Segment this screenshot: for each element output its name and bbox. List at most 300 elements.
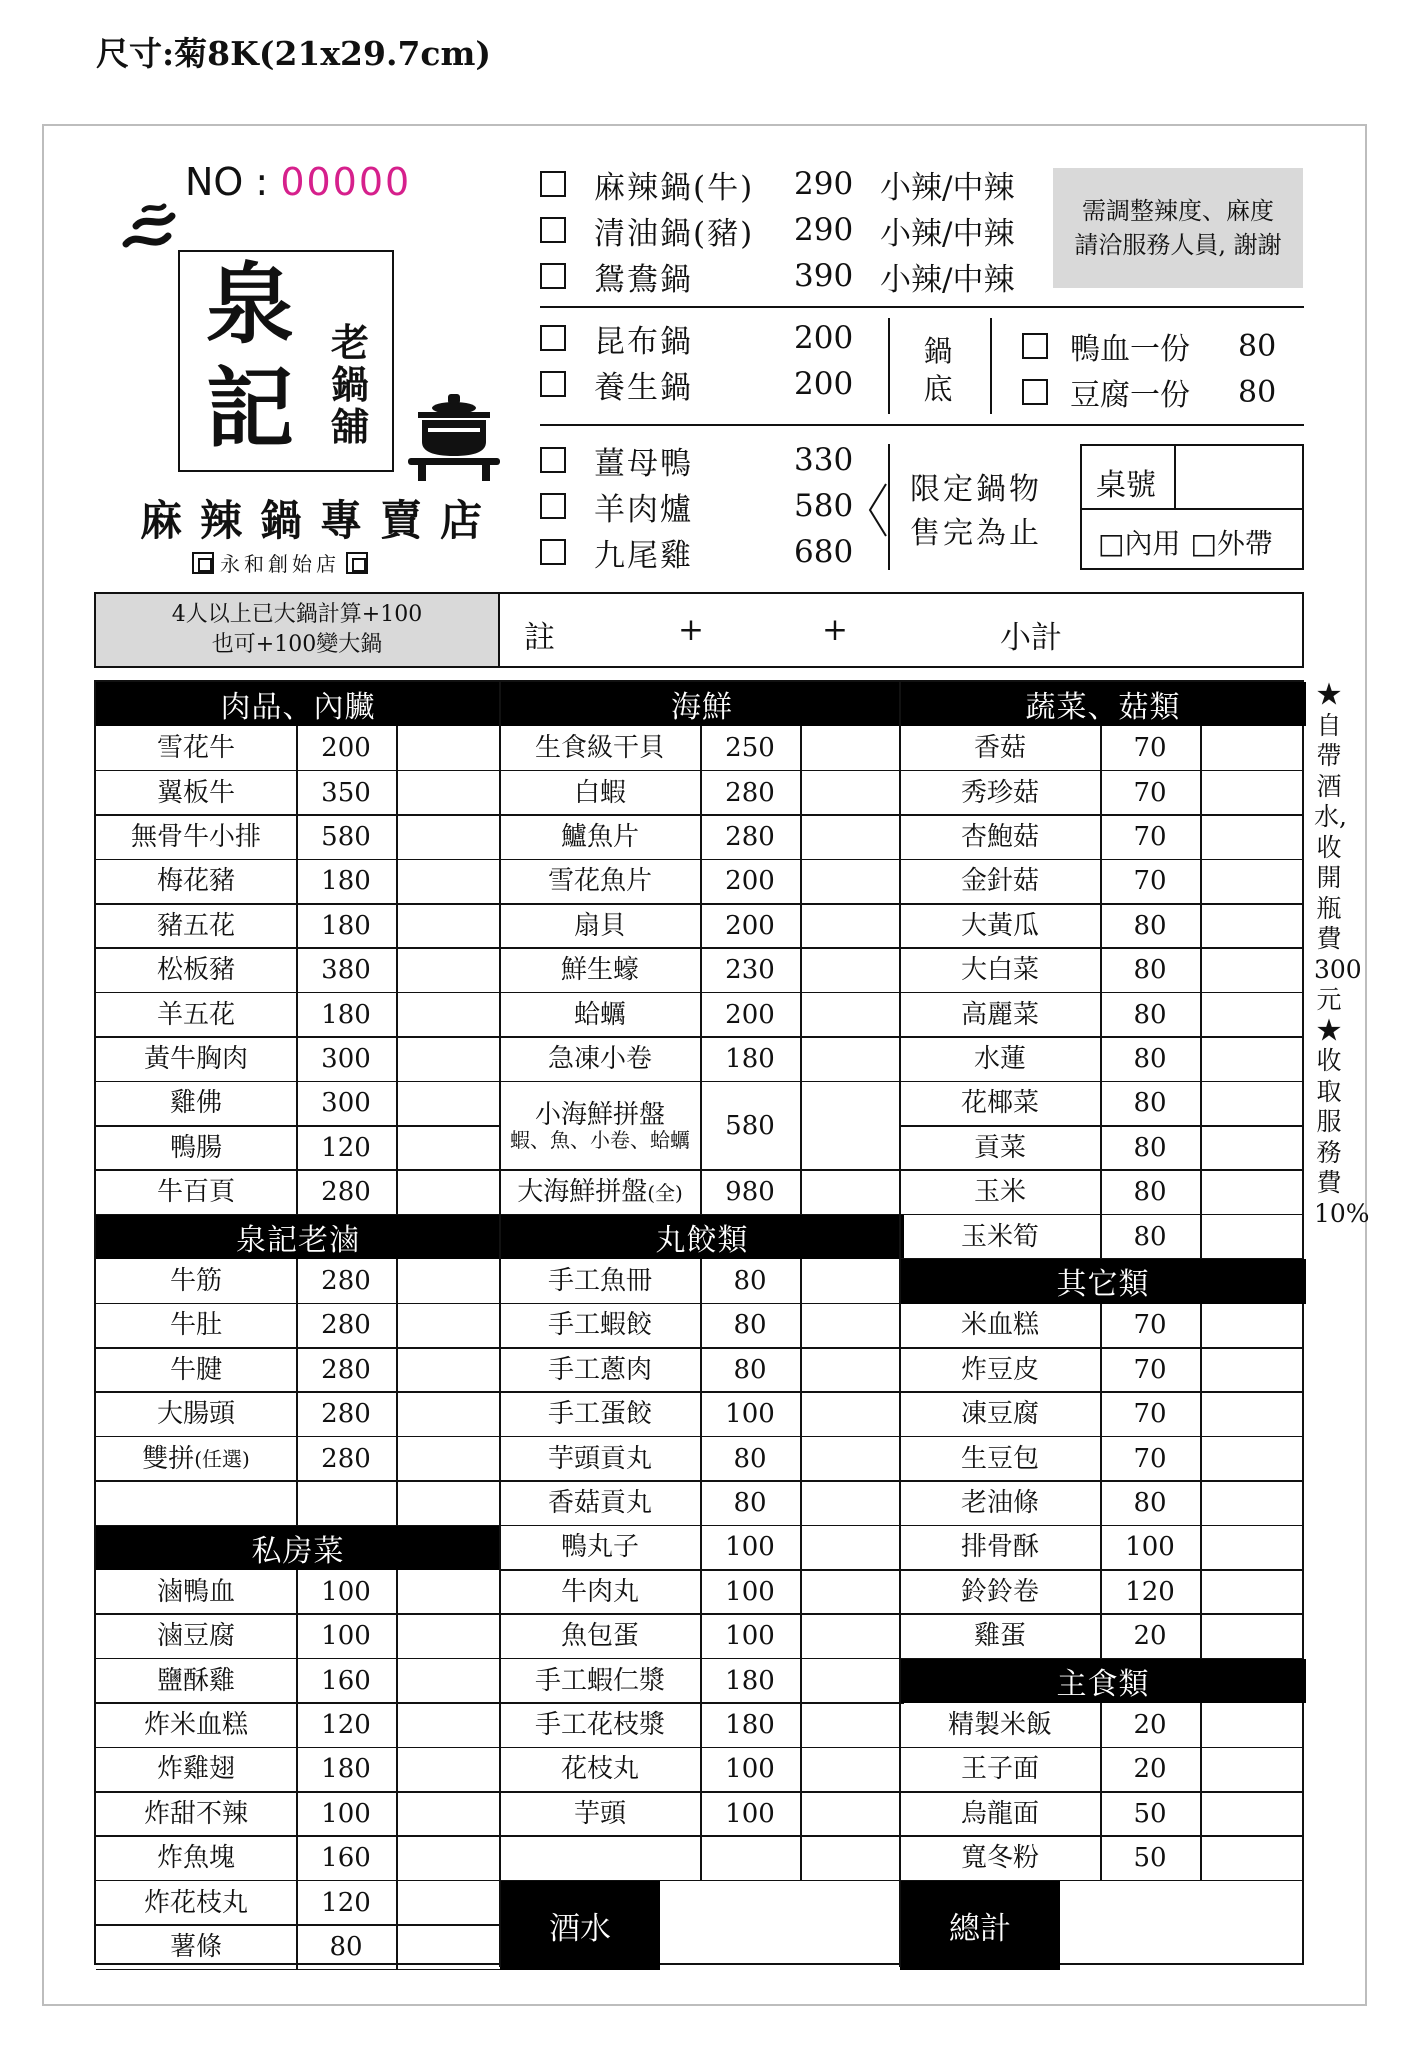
grid-line — [396, 1126, 398, 1170]
grid-line — [1200, 1304, 1202, 1348]
menu-item-name: 秀珍菇 — [960, 777, 1039, 808]
menu-item-note: (任選) — [194, 1446, 250, 1471]
quantity-cell[interactable] — [1200, 1703, 1302, 1747]
grid-line — [1100, 948, 1102, 992]
menu-item-price — [700, 1836, 800, 1880]
pot-checkbox[interactable] — [540, 171, 566, 197]
service-note: ★自帶酒水,收開瓶費300元★收取服務費10% — [1314, 680, 1370, 1228]
plus-sign: + — [822, 612, 848, 648]
quantity-cell[interactable] — [800, 1526, 900, 1570]
menu-item-name: 手工蔥肉 — [547, 1354, 652, 1385]
pot-spice: 小辣/中辣 — [880, 261, 1015, 298]
grid-line — [396, 1392, 398, 1436]
grid-line — [296, 993, 298, 1037]
pot-option[interactable] — [540, 364, 880, 404]
quantity-cell[interactable] — [1200, 1215, 1302, 1259]
pot-checkbox[interactable] — [540, 325, 566, 351]
grid-line — [1100, 1526, 1102, 1570]
grid-line — [1200, 726, 1202, 770]
pot-base-label — [920, 332, 956, 408]
grid-line — [1100, 1348, 1102, 1392]
total-amount-cell[interactable] — [1060, 1881, 1306, 1970]
quantity-cell[interactable] — [800, 1659, 900, 1703]
menu-item-name: 松板豬 — [156, 955, 235, 986]
menu-item-price: 80 — [733, 1488, 767, 1519]
menu-item-name: 手工蛋餃 — [547, 1399, 652, 1430]
size-note: 尺寸:菊8K(21x29.7cm) — [96, 34, 492, 73]
quantity-cell[interactable] — [1200, 1526, 1302, 1570]
grid-line — [296, 1437, 298, 1481]
quantity-cell[interactable] — [800, 948, 900, 992]
menu-item-price: 80 — [1133, 955, 1167, 986]
quantity-cell[interactable] — [800, 771, 900, 815]
menu-item-price: 280 — [321, 1266, 371, 1297]
menu-item-name: 香菇貢丸 — [547, 1488, 652, 1519]
quantity-cell[interactable] — [1200, 1614, 1302, 1658]
quantity-cell[interactable] — [800, 1481, 900, 1525]
quantity-cell[interactable] — [1200, 771, 1302, 815]
quantity-cell[interactable] — [396, 1126, 500, 1170]
table-number-box[interactable] — [1080, 444, 1304, 570]
menu-item-name: 王子面 — [960, 1754, 1039, 1785]
grid-line — [1200, 1526, 1202, 1570]
grid-line — [700, 1304, 702, 1348]
menu-item-price: 280 — [321, 1310, 371, 1341]
menu-item-price: 80 — [733, 1443, 767, 1474]
menu-item-price: 80 — [1133, 999, 1167, 1030]
hotpot-icon — [404, 394, 504, 482]
menu-item-name: 炸米血糕 — [143, 1710, 248, 1741]
quantity-cell[interactable] — [396, 1304, 500, 1348]
pot-checkbox[interactable] — [540, 447, 566, 473]
grid-line — [800, 1836, 802, 1880]
pot-spice: 小辣/中辣 — [880, 215, 1015, 252]
quantity-cell[interactable] — [396, 1659, 500, 1703]
grid-line — [800, 1703, 802, 1747]
menu-item-price: 200 — [725, 910, 775, 941]
menu-item-price — [296, 1481, 396, 1525]
grid-line — [800, 904, 802, 948]
pot-checkbox[interactable] — [540, 263, 566, 289]
grid-line — [296, 815, 298, 859]
grid-line — [1100, 1614, 1102, 1658]
quantity-cell[interactable] — [800, 1304, 900, 1348]
menu-item-price: 160 — [321, 1843, 371, 1874]
quantity-cell[interactable] — [1200, 815, 1302, 859]
grid-line — [700, 815, 702, 859]
quantity-cell[interactable] — [1200, 860, 1302, 904]
grid-line — [700, 1037, 702, 1081]
quantity-cell[interactable] — [800, 860, 900, 904]
menu-item-name: 鱸魚片 — [560, 822, 639, 853]
grid-line — [700, 1703, 702, 1747]
menu-item-price: 280 — [321, 1399, 371, 1430]
grid-line — [396, 993, 398, 1037]
grid-line — [1100, 993, 1102, 1037]
grid-line — [700, 860, 702, 904]
menu-item-price: 50 — [1133, 1798, 1167, 1829]
quantity-cell[interactable] — [396, 1348, 500, 1392]
grid-line — [396, 1170, 398, 1214]
menu-item-price: 120 — [321, 1710, 371, 1741]
grid-line — [1200, 948, 1202, 992]
quantity-cell[interactable] — [800, 1259, 900, 1303]
grid-line — [1100, 815, 1102, 859]
quantity-cell[interactable] — [800, 1614, 900, 1658]
quantity-cell[interactable] — [800, 1703, 900, 1747]
grid-line — [700, 1614, 702, 1658]
quantity-cell[interactable] — [800, 1082, 900, 1171]
grid-line — [1100, 1215, 1102, 1259]
subtotal-bar — [94, 592, 1304, 668]
quantity-cell[interactable] — [1200, 1304, 1302, 1348]
drinks-amount-cell[interactable] — [660, 1881, 904, 1970]
menu-item-name: 雞蛋 — [973, 1621, 1026, 1652]
grid-line — [1100, 1037, 1102, 1081]
quantity-cell[interactable] — [396, 1881, 500, 1925]
quantity-cell[interactable] — [396, 1703, 500, 1747]
knot-icon — [346, 552, 368, 574]
menu-item-price: 70 — [1133, 1399, 1167, 1430]
quantity-cell[interactable] — [800, 904, 900, 948]
dine-in-option[interactable]: □內用 — [1098, 527, 1181, 560]
grid-line — [800, 948, 802, 992]
menu-item-name: 芋頭貢丸 — [547, 1443, 652, 1474]
quantity-cell[interactable] — [396, 1481, 500, 1525]
quantity-cell[interactable] — [396, 948, 500, 992]
grid-line — [396, 1881, 398, 1925]
quantity-cell[interactable] — [396, 993, 500, 1037]
grid-line — [700, 771, 702, 815]
pot-name: 鴛鴦鍋 — [594, 261, 693, 298]
menu-item-price: 80 — [1133, 1132, 1167, 1163]
quantity-cell[interactable] — [396, 1082, 500, 1126]
menu-item-name: 蛤蠣 — [573, 999, 626, 1030]
quantity-cell[interactable] — [396, 771, 500, 815]
grid-line — [700, 1748, 702, 1792]
pot-price: 290 — [794, 212, 854, 248]
grid-line — [396, 1481, 398, 1525]
quantity-cell[interactable] — [1200, 726, 1302, 770]
grid-line — [296, 1748, 298, 1792]
menu-item-name: 手工蝦仁漿 — [534, 1665, 665, 1696]
grid-line — [296, 726, 298, 770]
grid-line — [800, 1037, 802, 1081]
menu-item-price: 70 — [1133, 1310, 1167, 1341]
pot-name: 麻辣鍋(牛) — [594, 169, 755, 206]
grid-line — [296, 1792, 298, 1836]
grid-line — [1200, 1215, 1202, 1259]
quantity-cell[interactable] — [800, 1792, 900, 1836]
grid-line — [700, 1082, 702, 1171]
menu-item-price: 180 — [725, 1044, 775, 1075]
pot-option[interactable] — [540, 318, 880, 358]
pot-option[interactable] — [540, 440, 880, 480]
quantity-cell[interactable] — [1200, 1170, 1302, 1214]
menu-item-price: 100 — [321, 1621, 371, 1652]
divider — [888, 318, 890, 414]
quantity-cell[interactable] — [396, 1836, 500, 1880]
grid-line — [1200, 815, 1202, 859]
grid-line — [396, 1748, 398, 1792]
grid-line — [1200, 1703, 1202, 1747]
grid-line — [700, 948, 702, 992]
subtotal-label: 小計 — [1000, 620, 1062, 656]
menu-item-name: 老油條 — [960, 1488, 1039, 1519]
grid-line — [296, 1037, 298, 1081]
grid-line — [1200, 1348, 1202, 1392]
menu-item-price: 20 — [1133, 1710, 1167, 1741]
quantity-cell[interactable] — [800, 726, 900, 770]
menu-item-name — [500, 1082, 700, 1171]
section-header: 其它類 — [900, 1259, 1306, 1303]
quantity-cell[interactable] — [1200, 1836, 1302, 1880]
quantity-cell[interactable] — [800, 1570, 900, 1614]
grid-line — [1100, 1126, 1102, 1170]
table-number-label: 桌號 — [1096, 468, 1156, 503]
pot-spice: 小辣/中辣 — [880, 169, 1015, 206]
grid-line — [296, 1170, 298, 1214]
grid-line — [800, 1659, 802, 1703]
grid-line — [296, 1659, 298, 1703]
spice-notice-line-1: 需調整辣度、麻度 — [1082, 197, 1274, 225]
menu-item-price: 180 — [321, 999, 371, 1030]
menu-item-price: 180 — [725, 1710, 775, 1741]
quantity-cell[interactable] — [800, 1437, 900, 1481]
pot-checkbox[interactable] — [540, 493, 566, 519]
section-header: 主食類 — [900, 1659, 1306, 1703]
menu-item-name: 手工蝦餃 — [547, 1310, 652, 1341]
grid-line — [700, 1348, 702, 1392]
pot-option[interactable] — [540, 532, 880, 572]
grid-line — [296, 1082, 298, 1126]
menu-item-price: 280 — [321, 1177, 371, 1208]
pot-name: 養生鍋 — [594, 369, 693, 406]
grid-line — [396, 1703, 398, 1747]
grid-line — [296, 904, 298, 948]
grid-line — [396, 1437, 398, 1481]
grid-line — [396, 1259, 398, 1303]
quantity-cell[interactable] — [1200, 904, 1302, 948]
quantity-cell[interactable] — [1200, 993, 1302, 1037]
grid-line — [1100, 1170, 1102, 1214]
menu-item-name: 梅花豬 — [156, 866, 235, 897]
grid-line — [800, 1170, 802, 1214]
menu-item-name: 芋頭 — [573, 1798, 626, 1829]
pot-option[interactable] — [540, 256, 1014, 296]
quantity-cell[interactable] — [800, 1348, 900, 1392]
quantity-cell[interactable] — [396, 1392, 500, 1436]
side-price: 80 — [1238, 328, 1277, 364]
quantity-cell[interactable] — [396, 904, 500, 948]
menu-item-name: 排骨酥 — [960, 1532, 1039, 1563]
grid-line — [800, 1614, 802, 1658]
logo-subtitle — [328, 322, 372, 448]
quantity-cell[interactable] — [1200, 1082, 1302, 1126]
pot-option[interactable] — [540, 210, 1014, 250]
menu-item-name: 薯條 — [169, 1932, 222, 1963]
quantity-cell[interactable] — [800, 815, 900, 859]
quantity-cell[interactable] — [800, 1392, 900, 1436]
menu-item-price: 280 — [725, 777, 775, 808]
menu-item-name: 鴨丸子 — [560, 1532, 639, 1563]
section-header: 丸餃類 — [500, 1215, 904, 1259]
quantity-cell[interactable] — [396, 726, 500, 770]
take-out-option[interactable]: □外帶 — [1190, 527, 1273, 560]
grid-line — [800, 1392, 802, 1436]
grid-line — [1200, 1170, 1202, 1214]
side-option[interactable] — [1022, 372, 1276, 412]
pot-option[interactable] — [540, 164, 1014, 204]
pot-price: 680 — [794, 534, 854, 570]
grid-line — [1100, 1304, 1102, 1348]
divider — [1082, 508, 1302, 510]
menu-item-name: 水蓮 — [973, 1044, 1026, 1075]
grid-line — [296, 771, 298, 815]
menu-item-price: 300 — [321, 1088, 371, 1119]
menu-item-price: 70 — [1133, 777, 1167, 808]
quantity-cell[interactable] — [1200, 948, 1302, 992]
section-header: 私房菜 — [96, 1526, 500, 1570]
quantity-cell[interactable] — [1200, 1792, 1302, 1836]
quantity-cell[interactable] — [800, 1170, 900, 1214]
grid-line — [1200, 1614, 1202, 1658]
pot-option[interactable] — [540, 486, 880, 526]
quantity-cell[interactable] — [800, 1037, 900, 1081]
plus-sign: + — [678, 612, 704, 648]
pot-price: 200 — [794, 366, 854, 402]
menu-item-name: 豬五花 — [156, 910, 235, 941]
menu-item-price: 200 — [321, 733, 371, 764]
quantity-cell[interactable] — [396, 815, 500, 859]
quantity-cell[interactable] — [396, 860, 500, 904]
grid-line — [296, 1703, 298, 1747]
menu-item-price: 80 — [733, 1266, 767, 1297]
menu-item-price: 100 — [725, 1798, 775, 1829]
quantity-cell[interactable] — [800, 1836, 900, 1880]
grid-line — [800, 1082, 802, 1171]
side-option[interactable] — [1022, 326, 1276, 366]
quantity-cell[interactable] — [396, 1748, 500, 1792]
quantity-cell[interactable] — [396, 1925, 500, 1969]
menu-item-price: 100 — [725, 1532, 775, 1563]
grid-line — [800, 1481, 802, 1525]
pot-price: 330 — [794, 442, 854, 478]
logo-subtitle-char-1: 老 — [330, 320, 369, 365]
menu-item-price: 160 — [321, 1665, 371, 1696]
grid-line — [296, 1881, 298, 1925]
grid-line — [396, 1570, 398, 1614]
menu-item-name: 生豆包 — [960, 1443, 1039, 1474]
pot-checkbox[interactable] — [540, 539, 566, 565]
side-name: 鴨血一份 — [1070, 332, 1190, 367]
grid-line — [1200, 1836, 1202, 1880]
quantity-cell[interactable] — [1200, 1570, 1302, 1614]
quantity-cell[interactable] — [396, 1792, 500, 1836]
quantity-cell[interactable] — [396, 1437, 500, 1481]
quantity-cell[interactable] — [1200, 1481, 1302, 1525]
grid-line — [1100, 1792, 1102, 1836]
pot-price: 580 — [794, 488, 854, 524]
grid-line — [1100, 904, 1102, 948]
pot-checkbox[interactable] — [540, 371, 566, 397]
side-checkbox[interactable] — [1022, 333, 1048, 359]
order-number — [185, 160, 411, 204]
pot-checkbox[interactable] — [540, 217, 566, 243]
quantity-cell[interactable] — [396, 1259, 500, 1303]
side-checkbox[interactable] — [1022, 379, 1048, 405]
menu-item-name: 牛筋 — [169, 1266, 222, 1297]
menu-item-name: 炸雞翅 — [156, 1754, 235, 1785]
section-header: 蔬菜、菇類 — [900, 682, 1306, 726]
grid-line — [700, 993, 702, 1037]
quantity-cell[interactable] — [800, 1748, 900, 1792]
grid-line — [1200, 1392, 1202, 1436]
quantity-cell[interactable] — [800, 993, 900, 1037]
quantity-cell[interactable] — [1200, 1037, 1302, 1081]
logo-subtitle-char-3: 舖 — [330, 404, 369, 449]
quantity-cell[interactable] — [396, 1570, 500, 1614]
pot-price: 290 — [794, 166, 854, 202]
grid-line — [1200, 1748, 1202, 1792]
menu-grid — [94, 680, 1304, 1965]
grid-line — [1100, 1481, 1102, 1525]
grid-line — [1100, 1437, 1102, 1481]
quantity-cell[interactable] — [1200, 1392, 1302, 1436]
menu-item-price: 100 — [725, 1754, 775, 1785]
menu-item-name: 黃牛胸肉 — [143, 1044, 248, 1075]
grid-line — [1100, 1748, 1102, 1792]
grid-line — [1100, 726, 1102, 770]
quantity-cell[interactable] — [396, 1037, 500, 1081]
grid-line — [396, 1659, 398, 1703]
grid-line — [396, 1348, 398, 1392]
grid-line — [700, 1481, 702, 1525]
logo-subtitle-char-2: 鍋 — [330, 362, 369, 407]
grid-line — [396, 1925, 398, 1969]
quantity-cell[interactable] — [1200, 1126, 1302, 1170]
menu-item-price: 120 — [321, 1132, 371, 1163]
pot-name: 清油鍋(豬) — [594, 215, 755, 252]
quantity-cell[interactable] — [1200, 1437, 1302, 1481]
menu-item-price: 280 — [725, 822, 775, 853]
menu-item-name: 花枝丸 — [560, 1754, 639, 1785]
order-number-label: NO : — [185, 160, 269, 204]
quantity-cell[interactable] — [396, 1614, 500, 1658]
pot-base-char-2: 底 — [923, 372, 953, 406]
grid-line — [700, 1437, 702, 1481]
grid-line — [396, 1614, 398, 1658]
grid-line — [1200, 1037, 1202, 1081]
menu-item-name: 寬冬粉 — [960, 1843, 1039, 1874]
menu-item-price: 70 — [1133, 1354, 1167, 1385]
menu-item-name: 炸豆皮 — [960, 1354, 1039, 1385]
divider — [1174, 446, 1176, 508]
menu-item-price: 100 — [725, 1621, 775, 1652]
menu-item-name: 手工魚冊 — [547, 1266, 652, 1297]
quantity-cell[interactable] — [1200, 1748, 1302, 1792]
grid-line — [700, 726, 702, 770]
quantity-cell[interactable] — [1200, 1348, 1302, 1392]
menu-item-price: 280 — [321, 1443, 371, 1474]
grid-line — [296, 1304, 298, 1348]
grid-line — [800, 1437, 802, 1481]
divider — [540, 424, 1304, 426]
grid-line — [296, 1836, 298, 1880]
grid-line — [800, 1792, 802, 1836]
quantity-cell[interactable] — [396, 1170, 500, 1214]
grid-line — [396, 815, 398, 859]
